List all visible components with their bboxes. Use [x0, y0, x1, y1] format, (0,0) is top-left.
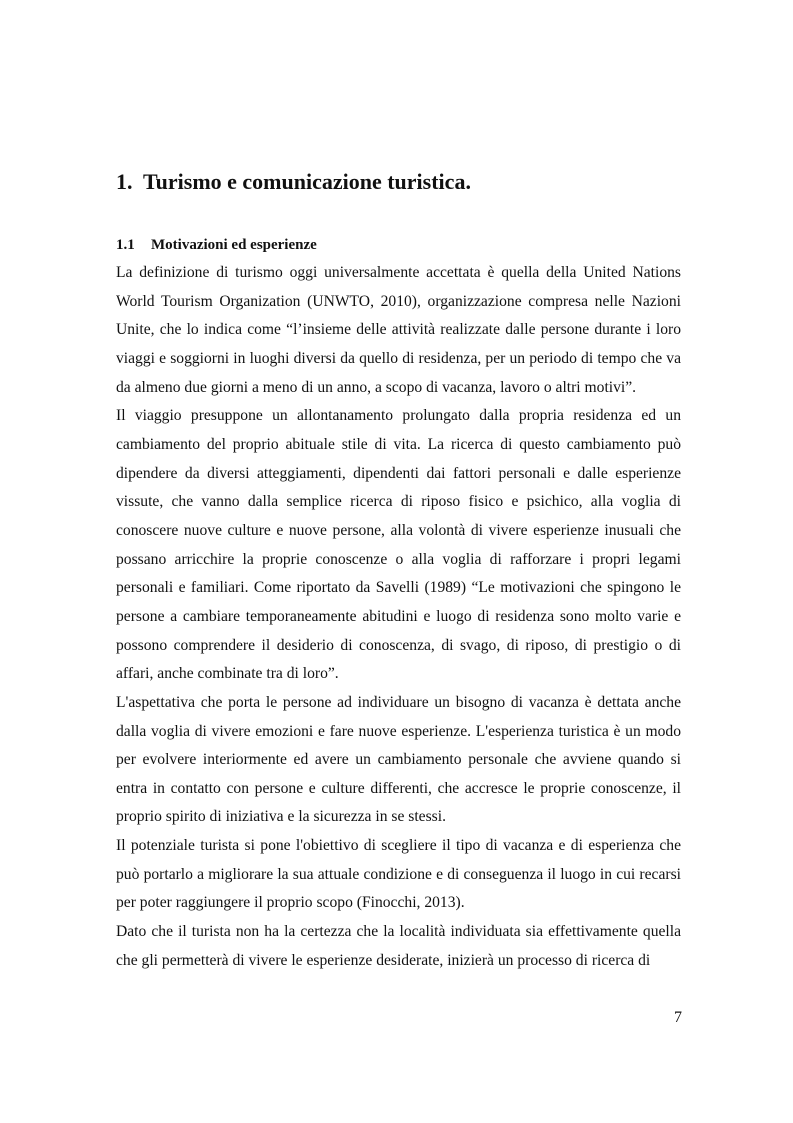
- paragraph-unwto-definition: La definizione di turismo oggi universalmente accettata è quella della United Nations World Tourism Organization (UNWTO, 2010), organizzazione compresa nelle Nazioni Unite, che lo indica come “l’insieme delle attività realizzate dalle persone durante i loro viaggi e soggiorni in luoghi diversi da quello di residenza, per un periodo di tempo che va da almeno due giorni a meno di un anno, a scopo di vacanza, lavoro o altri motivi”.: [116, 264, 681, 396]
- paragraph-potential-tourist: Il potenziale turista si pone l'obiettivo di scegliere il tipo di vacanza e di esperienza che può portarlo a migliorare la sua attuale condizione e di conseguenza il luogo in cui recarsi per poter raggiungere il proprio scopo (Finocchi, 2013).: [116, 837, 681, 912]
- section-heading: [116, 235, 317, 255]
- section-title: Motivazioni ed esperienze: [151, 237, 317, 253]
- chapter-title: Turismo e comunicazione turistica.: [143, 169, 471, 194]
- paragraph-tourist-experience: L'aspettativa che porta le persone ad individuare un bisogno di vacanza è dettata anche dalla voglia di vivere emozioni e fare nuove esperienze. L'esperienza turistica è un modo per evolvere interiormente ed avere un cambiamento personale che avviene quando si entra in contatto con persone e culture differenti, che accresce le proprie conoscenze, il proprio spirito di iniziativa e la sicurezza in se stessi.: [116, 693, 681, 826]
- chapter-heading: [116, 168, 471, 196]
- section-number: 1.1: [116, 237, 135, 253]
- paragraph-research-process: Dato che il turista non ha la certezza che la località individuata sia effettivamente quella che gli permetterà di vivere le esperienze desiderate, inizierà un processo di ricerca di: [116, 923, 681, 969]
- page-number: 7: [674, 1009, 682, 1026]
- chapter-number: 1.: [116, 169, 133, 194]
- paragraph-travel-motivations: Il viaggio presuppone un allontanamento prolungato dalla propria residenza ed un cambiamento del proprio abituale stile di vita. La ricerca di questo cambiamento può dipendere da diversi atteggiamenti, dipendenti dai fattori personali e dalle esperienze vissute, che vanno dalla semplice ricerca di riposo fisico e psichico, alla voglia di conoscere nuove culture e nuove persone, alla volontà di vivere esperienze inusuali che possano arricchire la proprie conoscenze o alla voglia di rafforzare i propri legami personali e familiari. Come riportato da Savelli (1989) “Le motivazioni che spingono le persone a cambiare temporaneamente abitudini e luogo di residenza sono molto varie e possono comprendere il desiderio di conoscenza, di svago, di riposo, di prestigio o di affari, anche combinate tra di loro”.: [116, 407, 681, 683]
- body-text: [116, 259, 681, 975]
